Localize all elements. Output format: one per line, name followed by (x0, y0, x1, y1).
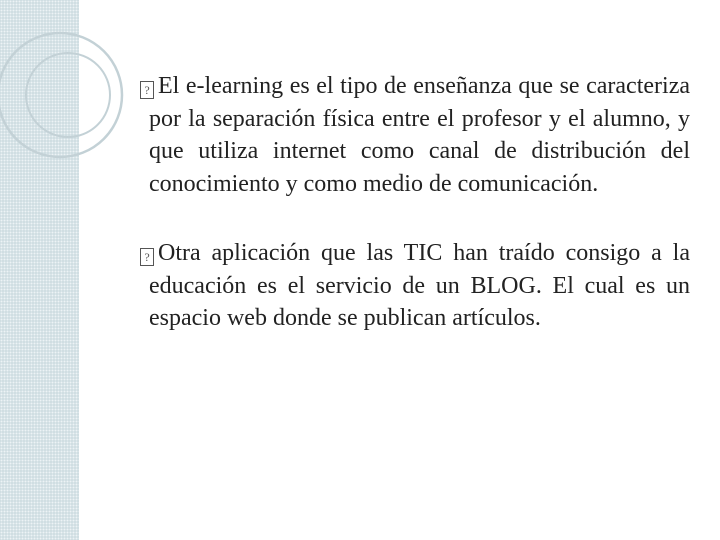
missing-glyph-icon: ? (140, 81, 154, 99)
decorative-circles (0, 0, 130, 220)
bullet-paragraph-elearning (140, 70, 690, 200)
bullet-text-elearning: El e-learning es el tipo de enseñanza que se caracteriza por la separación física entre el profesor y el alumno, y que utiliza internet como canal de distribución del conocimiento y como medio de comunicación. (149, 73, 690, 197)
decorative-circle-outer (0, 33, 122, 157)
decorative-circle-inner (26, 53, 110, 137)
bullet-paragraph-blog (140, 237, 690, 335)
missing-glyph-icon: ? (140, 248, 154, 266)
slide-content (140, 70, 690, 335)
bullet-text-blog: Otra aplicación que las TIC han traído consigo a la educación es el servicio de un BLOG. El cual es un espacio web donde se publican artículos. (149, 240, 690, 331)
